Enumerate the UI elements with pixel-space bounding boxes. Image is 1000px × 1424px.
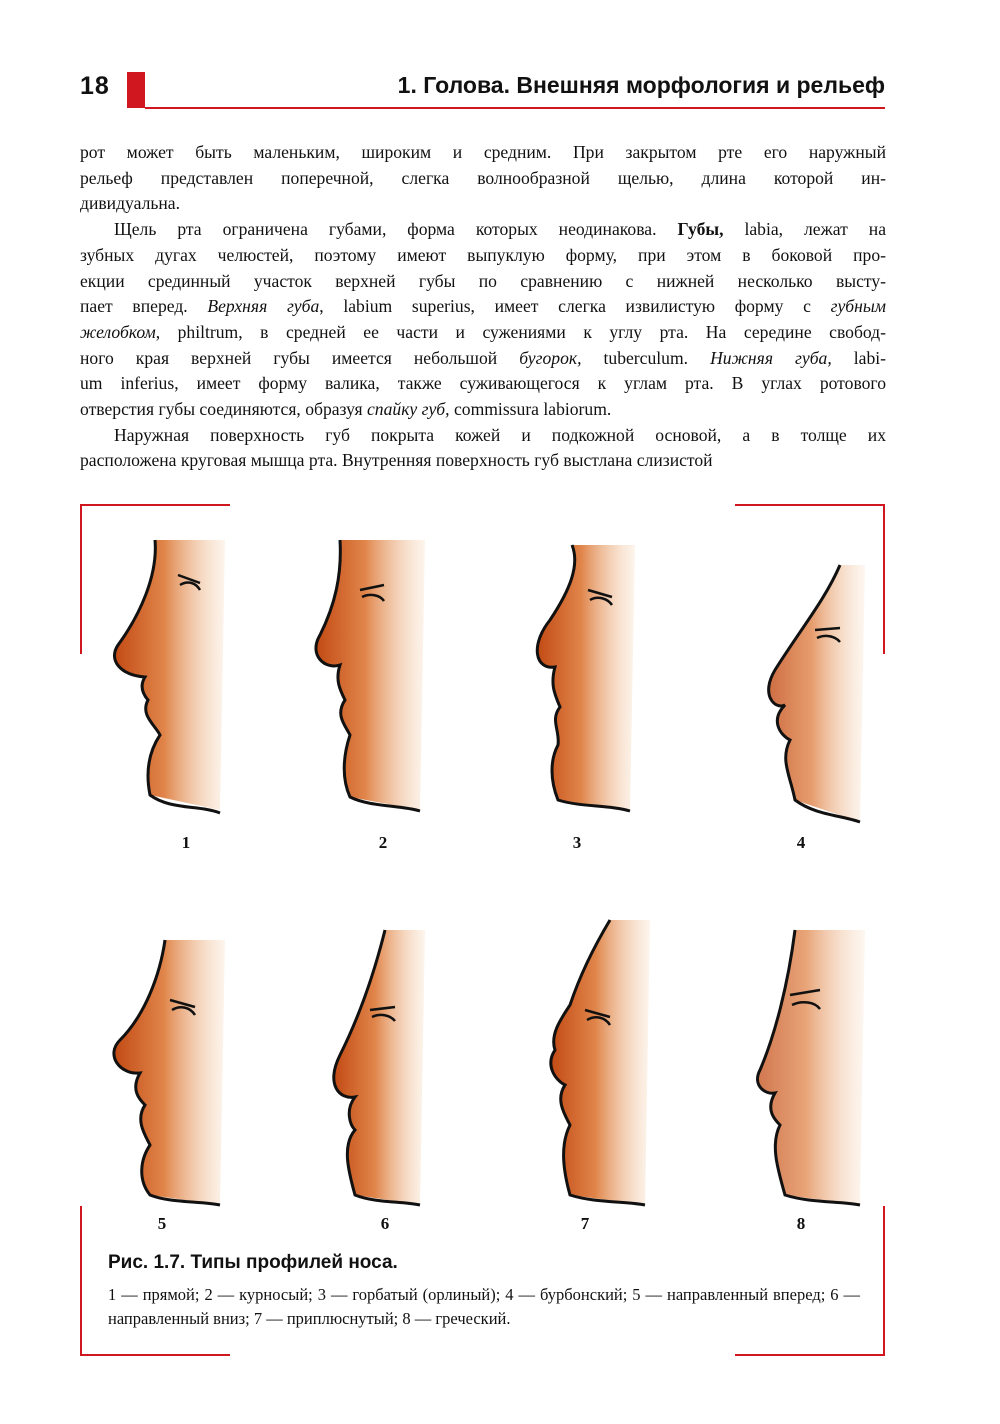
figure-label: 4: [796, 833, 806, 852]
text-line: ного края верхней губы имеется небольшой бугорок, tuberculum. Нижняя губа, labi-: [80, 347, 887, 368]
text-line: Наружная поверхность губ покрыта кожей и подкожной основой, а в толще их: [114, 424, 886, 445]
figure-caption-title: Рис. 1.7. Типы профилей носа.: [108, 1252, 398, 1273]
frame-corner-br-h: [735, 1354, 885, 1356]
nose-profile-flat-image: [525, 915, 655, 1210]
text-line: Щель рта ограничена губами, форма которых неодинакова. Губы, labia, лежат на: [114, 219, 887, 240]
figure-caption-text: 1 — прямой; 2 — курносый; 3 — горбатый (орлиный); 4 — бурбонский; 5 — направленный вперед; 6 — направленный вниз; 7 — приплюснутый; 8 — греческий.: [108, 1285, 860, 1328]
text-line: um inferius, имеет форму валика, также суживающегося к углам рта. В углах ротового: [80, 373, 886, 394]
nose-profile-forward-image: [100, 935, 230, 1210]
frame-corner-br-v: [883, 1206, 885, 1356]
figure-label: 7: [580, 1214, 590, 1233]
figure-label: 5: [157, 1214, 167, 1233]
figure-label: 3: [572, 833, 582, 852]
frame-corner-tl-h: [80, 504, 230, 506]
body-text: [80, 140, 886, 474]
frame-corner-tr-v: [883, 504, 885, 654]
nose-profile-downward-image: [300, 925, 430, 1210]
page-header: [80, 72, 885, 108]
figure-label: 1: [181, 833, 191, 852]
text-line: расположена круговая мышца рта. Внутренняя поверхность губ выстлана слизистой: [80, 450, 713, 471]
frame-corner-bl-v: [80, 1206, 82, 1356]
figure-label: 8: [796, 1214, 806, 1233]
nose-profile-greek-image: [740, 925, 870, 1210]
header-red-marker: [127, 72, 145, 108]
frame-corner-tr-h: [735, 504, 885, 506]
frame-corner-bl-h: [80, 1354, 230, 1356]
text-line: отверстия губы соединяются, образуя спайку губ, commissura labiorum.: [80, 399, 612, 420]
text-line: екции срединный участок верхней губы по сравнению с нижней несколько высту-: [80, 270, 886, 291]
header-rule: [145, 107, 885, 109]
figure-label: 6: [380, 1214, 390, 1233]
page-number: 18: [80, 72, 110, 100]
nose-profile-bourbon-image: [745, 560, 875, 830]
text-line: желобком, philtrum, в средней ее части и сужениями к углу рта. На середине свобод-: [80, 321, 886, 342]
nose-profile-snub-image: [300, 535, 430, 825]
text-line: дивидуальна.: [80, 193, 180, 214]
running-title: 1. Голова. Внешняя морфология и рельеф: [397, 72, 885, 98]
nose-profile-aquiline-image: [510, 535, 640, 825]
text-line: рот может быть маленьким, широким и средним. При закрытом рте его наружный: [80, 142, 886, 162]
figure-label: 2: [378, 833, 388, 852]
frame-corner-tl-v: [80, 504, 82, 654]
text-line: зубных дугах челюстей, поэтому имеют выпуклую форму, при этом в боковой про-: [80, 244, 886, 265]
text-line: пает вперед. Верхняя губа, labium superius, имеет слегка извилистую форму с губным: [80, 296, 886, 317]
nose-profile-straight-image: [100, 535, 230, 825]
text-line: рельеф представлен поперечной, слегка волнообразной щелью, длина которой ин-: [80, 167, 886, 188]
